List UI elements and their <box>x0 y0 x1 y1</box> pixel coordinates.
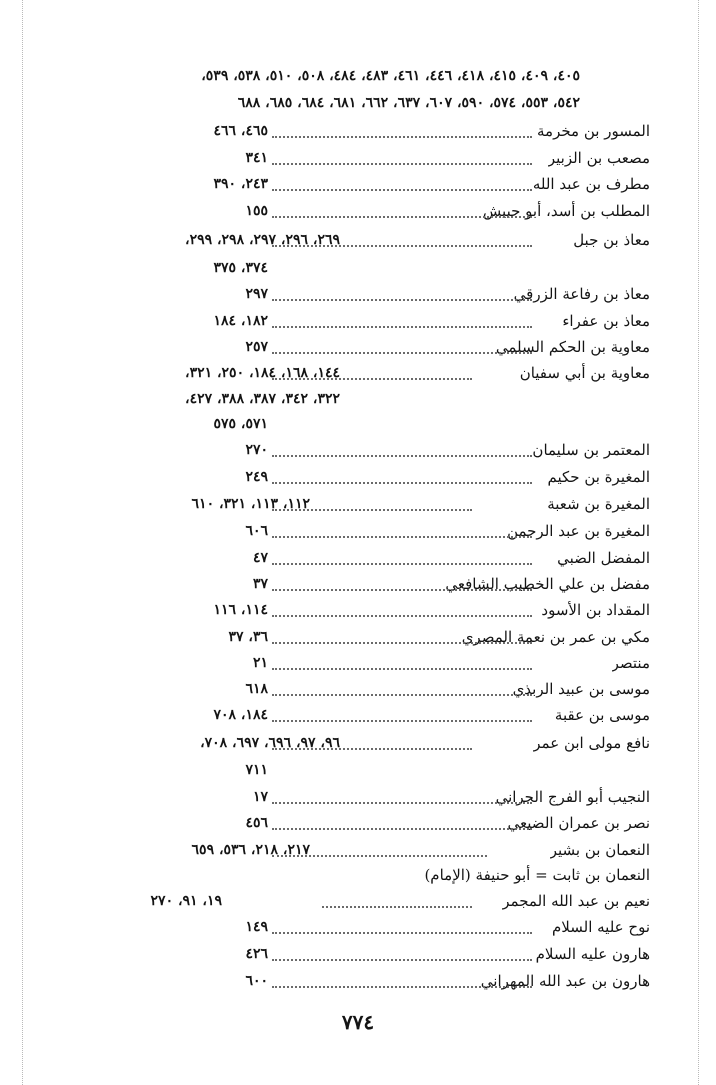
entry-pages: ٥٧١، ٥٧٥ <box>213 416 268 432</box>
entry-name: المطلب بن أسد، أبو حبيش <box>482 202 650 220</box>
entry-pages: ٦٠٦ <box>245 523 268 539</box>
entry-name: معاذ بن رفاعة الزرقي <box>513 285 650 303</box>
entry-pages: ٣٢٢، ٣٤٢، ٣٨٧، ٣٨٨، ٤٢٧، <box>185 391 340 407</box>
entry-pages: ٢٤٣، ٣٩٠ <box>213 176 268 192</box>
entry-pages: ٣٤١ <box>245 150 268 166</box>
continuation-line: ٤٠٥، ٤٠٩، ٤١٥، ٤١٨، ٤٤٦، ٤٦١، ٤٨٣، ٤٨٤، ٥٠٨، ٥١٠، ٥٣٨، ٥٣٩، <box>201 68 580 84</box>
entry-name: معاوية بن أبي سفيان <box>519 364 650 382</box>
entry-name: المغيرة بن حكيم <box>547 468 650 486</box>
entry-pages: ٩٦، ٩٧، ٦٩٦، ٦٩٧، ٧٠٨، <box>200 735 340 751</box>
entry-name: المعتمر بن سليمان <box>532 441 650 459</box>
leader-dots <box>272 642 532 644</box>
entry-pages: ٤٢٦ <box>245 946 268 962</box>
entry-name: هارون بن عبد الله المهراني <box>480 972 650 990</box>
entry-pages: ٦٠٠ <box>245 973 268 989</box>
leader-dots <box>272 455 532 457</box>
leader-dots <box>272 932 532 934</box>
entry-name: مصعب بن الزبير <box>547 149 650 167</box>
leader-dots <box>272 163 532 165</box>
entry-pages: ٦١٨ <box>245 681 268 697</box>
index-entry <box>60 492 650 516</box>
index-entry <box>60 942 650 966</box>
entry-pages: ٣٧ <box>252 576 268 592</box>
entry-name: مفضل بن علي الخطيب الشافعي <box>445 575 650 593</box>
leader-dots <box>272 959 532 961</box>
entry-name: النعمان بن ثابت = أبو حنيفة (الإمام) <box>424 866 650 884</box>
entry-pages: ١٨٢، ١٨٤ <box>213 313 268 329</box>
index-entry <box>60 228 650 252</box>
entry-pages: ٣٧٤، ٣٧٥ <box>213 260 268 276</box>
leader-dots <box>272 136 532 138</box>
entry-pages: ٢٦٩، ٢٩٦، ٢٩٧، ٢٩٨، ٢٩٩، <box>185 232 340 248</box>
entry-name: النعمان بن بشير <box>549 841 650 859</box>
page-number: ٧٧٤ <box>341 1010 375 1034</box>
index-entry-continuation <box>60 256 650 280</box>
entry-pages: ١٤٤، ١٦٨، ١٨٤، ٢٥٠، ٣٢١، <box>185 365 340 381</box>
index-entry <box>60 863 650 887</box>
leader-dots <box>322 906 472 908</box>
index-entry <box>60 572 650 596</box>
entry-name: هارون عليه السلام <box>535 945 650 963</box>
entry-pages: ٢٩٧ <box>245 286 268 302</box>
index-entry <box>60 172 650 196</box>
entry-name: مطرف بن عبد الله <box>532 175 650 193</box>
leader-dots <box>272 536 532 538</box>
entry-pages: ٢١ <box>252 655 268 671</box>
entry-pages: ٧١١ <box>245 762 268 778</box>
leader-dots <box>272 986 532 988</box>
index-entry <box>60 546 650 570</box>
continuation-line: ٥٤٢، ٥٥٣، ٥٧٤، ٥٩٠، ٦٠٧، ٦٣٧، ٦٦٢، ٦٨١، ٦٨٤، ٦٨٥، ٦٨٨ <box>237 95 580 111</box>
entry-pages: ٤٧ <box>252 550 268 566</box>
entry-name: نعيم بن عبد الله المجمر <box>502 892 650 910</box>
entry-pages: ٢٥٧ <box>245 339 268 355</box>
index-entry <box>60 811 650 835</box>
index-entry <box>60 677 650 701</box>
leader-dots <box>272 352 532 354</box>
index-entry <box>60 625 650 649</box>
index-entry <box>60 969 650 993</box>
entry-pages: ٢٤٩ <box>245 469 268 485</box>
entry-name: المغيرة بن عبد الرحمن <box>507 522 650 540</box>
leader-dots <box>272 720 532 722</box>
index-entry <box>60 465 650 489</box>
leader-dots <box>272 563 532 565</box>
index-entry-continuation <box>60 412 650 436</box>
entry-name: المغيرة بن شعبة <box>547 495 650 513</box>
entry-pages: ٢١٧، ٢١٨، ٥٣٦، ٦٥٩ <box>191 842 310 858</box>
index-entry <box>60 731 650 755</box>
entry-pages: ١١٢، ١١٣، ٣٢١، ٦١٠ <box>191 496 310 512</box>
entry-pages: ٣٦، ٣٧ <box>228 629 268 645</box>
entry-name: موسى بن عبيد الربذي <box>512 680 650 698</box>
index-entry <box>60 309 650 333</box>
entry-name: نافع مولى ابن عمر <box>533 734 650 752</box>
index-entry <box>60 438 650 462</box>
entry-pages: ٤٥٦ <box>245 815 268 831</box>
leader-dots <box>272 615 532 617</box>
entry-name: المفضل الضبي <box>557 549 650 567</box>
entry-pages: ١٤٩ <box>245 919 268 935</box>
leader-dots <box>272 589 532 591</box>
index-entry <box>60 519 650 543</box>
index-entry <box>60 838 650 862</box>
leader-dots <box>272 802 532 804</box>
entry-name: مكي بن عمر بن نعمة المصري <box>461 628 650 646</box>
index-entry <box>60 651 650 675</box>
leader-dots <box>272 828 532 830</box>
entry-name: موسى بن عقبة <box>554 706 650 724</box>
index-entry <box>60 915 650 939</box>
entry-name: منتصر <box>611 654 650 672</box>
index-entry <box>60 361 650 385</box>
entry-pages: ١٩، ٩١، ٢٧٠ <box>150 893 222 909</box>
index-entry <box>60 199 650 223</box>
entry-pages: ١٧ <box>252 789 268 805</box>
index-entry <box>60 146 650 170</box>
entry-pages: ٢٧٠ <box>245 442 268 458</box>
index-entry <box>60 335 650 359</box>
entry-pages: ١٥٥ <box>245 203 268 219</box>
entry-name: المسور بن مخرمة <box>537 122 650 140</box>
entry-pages: ٤٦٥، ٤٦٦ <box>213 123 268 139</box>
leader-dots <box>272 694 532 696</box>
entry-name: معاذ بن عفراء <box>562 312 650 330</box>
entry-name: نوح عليه السلام <box>552 918 650 936</box>
entry-name: نصر بن عمران الضبعي <box>507 814 650 832</box>
entry-name: معاذ بن جبل <box>573 231 650 249</box>
entry-pages: ١٨٤، ٧٠٨ <box>213 707 268 723</box>
leader-dots <box>272 216 532 218</box>
index-entry <box>60 785 650 809</box>
leader-dots <box>272 299 532 301</box>
index-entry <box>60 703 650 727</box>
leader-dots <box>272 189 532 191</box>
leader-dots <box>272 326 532 328</box>
leader-dots <box>272 668 532 670</box>
entry-pages: ١١٤، ١١٦ <box>213 602 268 618</box>
index-entry <box>60 598 650 622</box>
index-entry <box>60 119 650 143</box>
index-entry <box>60 282 650 306</box>
entry-name: المقداد بن الأسود <box>541 601 650 619</box>
index-entry-continuation <box>60 387 650 411</box>
leader-dots <box>272 482 532 484</box>
entry-name: النجيب أبو الفرج الحراني <box>495 788 650 806</box>
index-entry-continuation <box>60 758 650 782</box>
index-entry <box>60 889 650 913</box>
entry-name: معاوية بن الحكم السلمي <box>495 338 650 356</box>
